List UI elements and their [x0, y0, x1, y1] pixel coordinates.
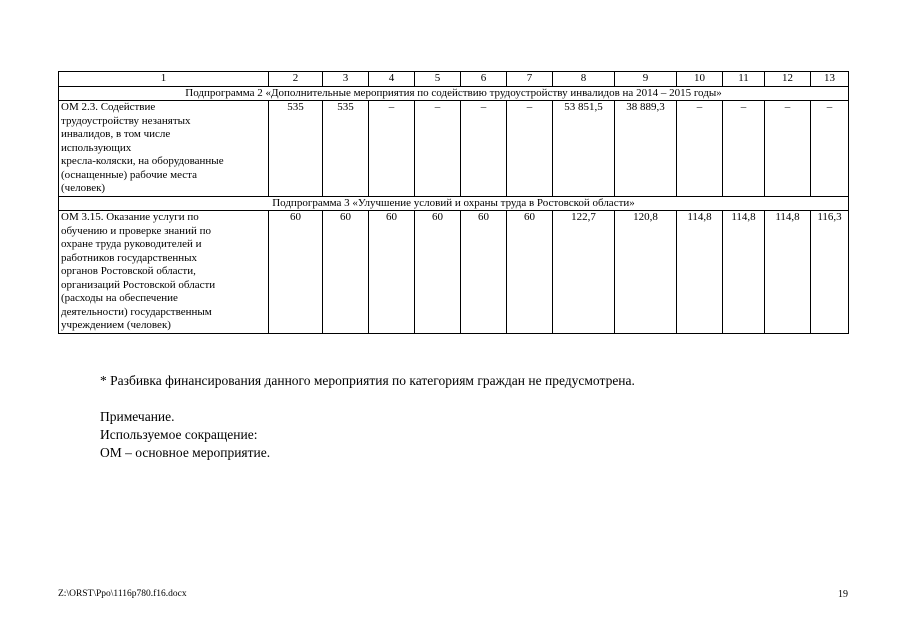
column-header-11: 11 [723, 72, 765, 87]
value-cell: – [677, 101, 723, 197]
activity-description [59, 101, 269, 197]
value-cell: – [369, 101, 415, 197]
description-line: трудоустройству незанятых [61, 114, 191, 127]
description-line: ОМ 3.15. Оказание услуги по [61, 211, 199, 223]
table-body [59, 72, 849, 334]
description-line: (расходы на обеспечение [61, 292, 178, 304]
value-cell: 38 889,3 [615, 101, 677, 197]
abbreviation-title: Используемое сокращение: [100, 427, 258, 442]
description-line: ОМ 2.3. Содействие [61, 101, 156, 113]
table-row [59, 101, 849, 197]
value-cell: 60 [323, 211, 369, 334]
column-header-3: 3 [323, 72, 369, 87]
description-line: (оснащенные) рабочие места [61, 168, 197, 181]
value-cell: 535 [269, 101, 323, 197]
value-cell: 60 [269, 211, 323, 334]
value-cell: 60 [461, 211, 507, 334]
section-row [59, 86, 849, 101]
column-header-1: 1 [59, 72, 269, 87]
description-line: органов Ростовской области, [61, 265, 196, 277]
description-line: обучению и проверке знаний по [61, 224, 211, 237]
value-cell: 114,8 [765, 211, 811, 334]
value-cell: – [723, 101, 765, 197]
indicators-table [58, 71, 849, 334]
column-header-13: 13 [811, 72, 849, 87]
description-line: охране труда руководителей и [61, 238, 202, 250]
column-header-4: 4 [369, 72, 415, 87]
value-cell: 60 [507, 211, 553, 334]
file-path: Z:\ORST\Ppo\1116p780.f16.docx [58, 589, 187, 599]
description-line: организаций Ростовской области [61, 278, 216, 291]
section-row [59, 196, 849, 211]
value-cell: – [507, 101, 553, 197]
description-line: кресла-коляски, на оборудованные [61, 155, 224, 167]
column-header-12: 12 [765, 72, 811, 87]
notes-block [100, 372, 860, 462]
column-header-7: 7 [507, 72, 553, 87]
value-cell: 60 [415, 211, 461, 334]
value-cell: 114,8 [723, 211, 765, 334]
note-title: Примечание. [100, 409, 175, 424]
value-cell: 535 [323, 101, 369, 197]
description-line: деятельности) государственным [61, 305, 212, 318]
description-line: (человек) [61, 182, 106, 194]
column-header-9: 9 [615, 72, 677, 87]
value-cell: – [765, 101, 811, 197]
value-cell: 60 [369, 211, 415, 334]
value-cell: 122,7 [553, 211, 615, 334]
table-header-row [59, 72, 849, 87]
spacer [100, 390, 860, 408]
value-cell: – [461, 101, 507, 197]
value-cell: 120,8 [615, 211, 677, 334]
value-cell: – [811, 101, 849, 197]
value-cell: 116,3 [811, 211, 849, 334]
section-title: Подпрограмма 2 «Дополнительные мероприятия по содействию трудоустройству инвалидов на 2014 – 2015 годы» [59, 86, 849, 101]
footnote: * Разбивка финансирования данного мероприятия по категориям граждан не предусмотрена. [100, 373, 635, 388]
value-cell: 114,8 [677, 211, 723, 334]
column-header-6: 6 [461, 72, 507, 87]
table-row [59, 211, 849, 334]
description-line: работников государственных [61, 251, 198, 264]
section-title: Подпрограмма 3 «Улучшение условий и охраны труда в Ростовской области» [59, 196, 849, 211]
column-header-10: 10 [677, 72, 723, 87]
activity-description [59, 211, 269, 334]
description-line: использующих [61, 141, 132, 154]
page-number: 19 [838, 589, 848, 600]
value-cell: – [415, 101, 461, 197]
column-header-8: 8 [553, 72, 615, 87]
description-line: инвалидов, в том числе [61, 128, 171, 140]
description-line: учреждением (человек) [61, 319, 171, 331]
abbreviation-definition: ОМ – основное мероприятие. [100, 445, 271, 460]
column-header-2: 2 [269, 72, 323, 87]
column-header-5: 5 [415, 72, 461, 87]
value-cell: 53 851,5 [553, 101, 615, 197]
